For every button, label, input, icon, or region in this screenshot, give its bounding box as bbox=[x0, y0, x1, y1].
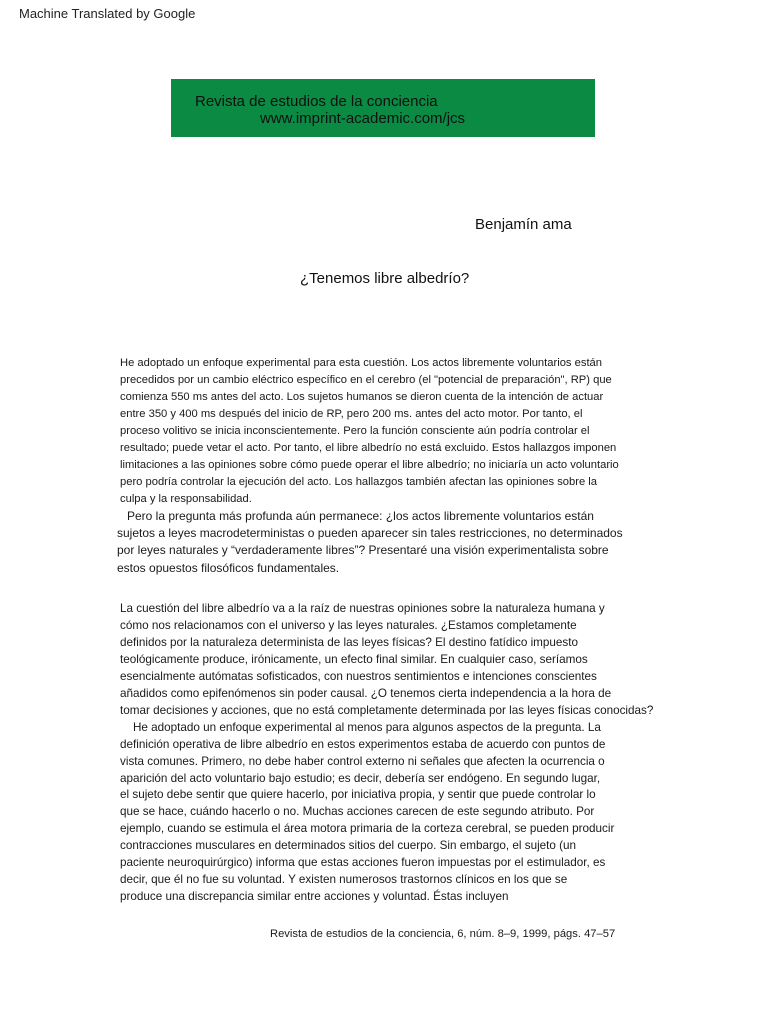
abstract-line: comienza 550 ms antes del acto. Los sujetos humanos se dieron cuenta de la intención de actuar bbox=[120, 391, 604, 403]
body-line: que se hace, cuándo hacerlo o no. Muchas acciones carecen de este segundo atributo. Por bbox=[120, 805, 595, 819]
body-line: aparición del acto voluntario bajo estudio; es decir, debería ser endógeno. En segundo lugar, bbox=[120, 771, 601, 785]
abstract-paragraph-2 bbox=[117, 508, 677, 577]
abstract-line: entre 350 y 400 ms después del inicio de RP, pero 200 ms. antes del acto motor. Por tanto, el bbox=[120, 408, 583, 420]
journal-banner bbox=[171, 79, 595, 137]
body-line: esencialmente autómatas sofisticados, con nuestros sentimientos e intenciones conscientes bbox=[120, 669, 597, 683]
abstract-line: resultado; puede vetar el acto. Por tanto, el libre albedrío no está excluido. Estos hallazgos imponen bbox=[120, 442, 617, 454]
body-line: vista comunes. Primero, no debe haber control externo ni señales que afecten la ocurrencia o bbox=[120, 754, 605, 768]
body-line: añadidos como epifenómenos sin poder causal. ¿O tenemos cierta independencia a la hora de bbox=[120, 686, 612, 700]
body-line: ejemplo, cuando se estimula el área motora primaria de la corteza cerebral, se pueden producir bbox=[120, 822, 615, 836]
body-line: definidos por la naturaleza determinista de las leyes físicas? El destino fatídico impuesto bbox=[120, 635, 579, 649]
abstract bbox=[120, 355, 660, 508]
body-line: contracciones musculares en determinados sitios del cuerpo. Sin embargo, el sujeto (un bbox=[120, 839, 577, 853]
body-text bbox=[120, 601, 690, 906]
abstract-line: limitaciones a las opiniones sobre cómo puede operar el libre albedrío; no iniciaría un acto voluntario bbox=[120, 459, 619, 471]
body-line: el sujeto debe sentir que quiere hacerlo, por iniciativa propia, y sentir que puede controlar lo bbox=[120, 788, 596, 802]
abstract-p2-line: Pero la pregunta más profunda aún permanece: ¿los actos libremente voluntarios están bbox=[117, 509, 594, 523]
body-line: decir, que él no fue su voluntad. Y existen numerosos trastornos clínicos en los que se bbox=[120, 873, 568, 887]
abstract-p2-line: por leyes naturales y “verdaderamente libres”? Presentaré una visión experimentalista sobre bbox=[117, 543, 609, 558]
abstract-p2-line: sujetos a leyes macrodeterministas o pueden aparecer sin tales restricciones, no determinados bbox=[117, 526, 623, 541]
footer-citation: Revista de estudios de la conciencia, 6, núm. 8–9, 1999, págs. 47–57 bbox=[270, 928, 616, 940]
body-line: He adoptado un enfoque experimental al menos para algunos aspectos de la pregunta. La bbox=[120, 720, 601, 734]
body-line: paciente neuroquirúrgico) informa que estas acciones fueron impuestas por el estimulador, es bbox=[120, 856, 606, 870]
journal-url[interactable]: www.imprint-academic.com/jcs bbox=[260, 110, 466, 127]
body-line: La cuestión del libre albedrío va a la raíz de nuestras opiniones sobre la naturaleza humana y bbox=[120, 602, 605, 615]
abstract-line: culpa y la responsabilidad. bbox=[120, 493, 252, 505]
journal-name: Revista de estudios de la conciencia bbox=[195, 93, 438, 110]
article-title: ¿Tenemos libre albedrío? bbox=[300, 270, 470, 287]
body-line: produce una discrepancia similar entre acciones y voluntad. Éstas incluyen bbox=[120, 890, 509, 904]
author-name: Benjamín ama bbox=[475, 216, 572, 233]
abstract-line: proceso volitivo se inicia inconscientemente. Pero la función consciente aún podría controlar el bbox=[120, 425, 590, 437]
body-line: definición operativa de libre albedrío en estos experimentos estaba de acuerdo con puntos de bbox=[120, 737, 606, 751]
abstract-p2-line: estos opuestos filosóficos fundamentales. bbox=[117, 560, 340, 575]
abstract-line: pero podría controlar la ejecución del acto. Los hallazgos también afectan las opiniones sobre la bbox=[120, 476, 598, 488]
body-line: cómo nos relacionamos con el universo y las leyes naturales. ¿Estamos completamente bbox=[120, 618, 577, 632]
abstract-line: precedidos por un cambio eléctrico específico en el cerebro (el "potencial de preparación", RP) que bbox=[120, 374, 612, 386]
abstract-line: He adoptado un enfoque experimental para esta cuestión. Los actos libremente voluntarios están bbox=[120, 357, 602, 369]
body-line: tomar decisiones y acciones, que no está completamente determinada por las leyes físicas conocidas? bbox=[120, 703, 654, 717]
machine-translation-label: Machine Translated by Google bbox=[19, 6, 196, 21]
body-line: teológicamente produce, irónicamente, un efecto final similar. En cualquier caso, seríamos bbox=[120, 652, 588, 666]
